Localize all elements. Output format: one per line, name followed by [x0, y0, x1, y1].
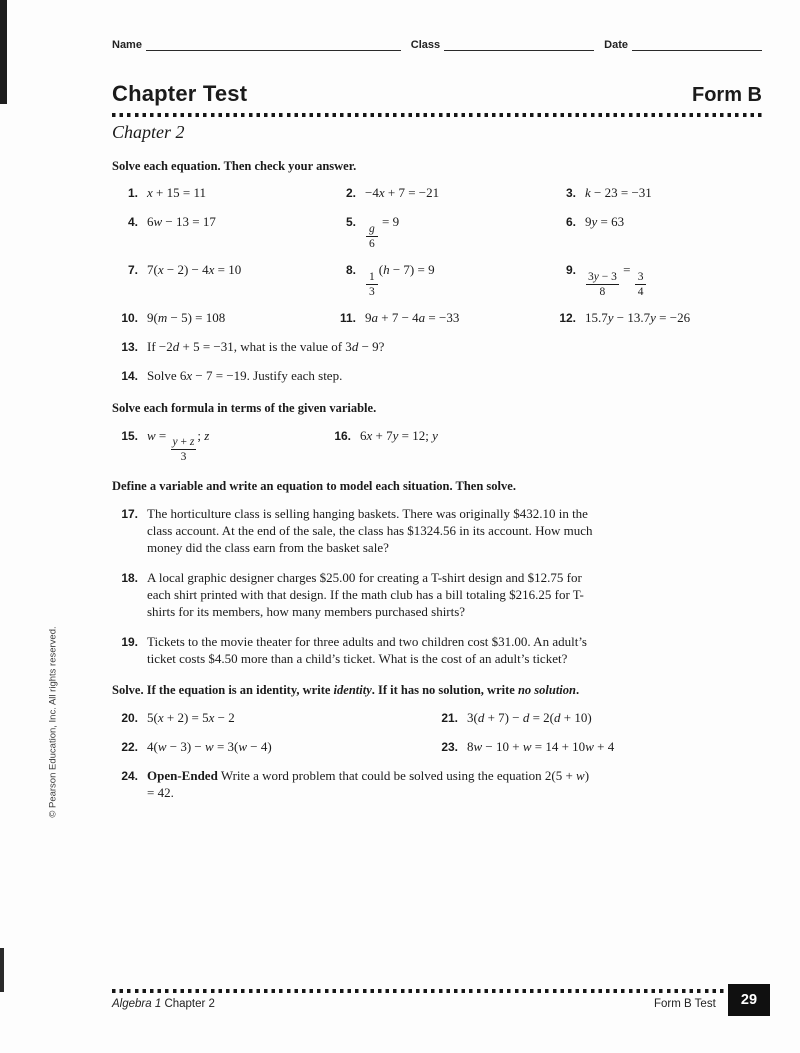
- problem-text: w = $\frac{y + z}{3}$ ; z: [147, 427, 210, 464]
- problem-13: [112, 339, 762, 356]
- problem-9: [550, 262, 762, 298]
- problem-18: [112, 570, 762, 621]
- footer-book-italic: Algebra 1: [112, 998, 162, 1010]
- section: [112, 682, 762, 801]
- problem-text: 15.7y − 13.7y = −26: [585, 310, 691, 326]
- problem-number: 10.: [121, 311, 138, 326]
- problem-number: 21.: [441, 711, 458, 726]
- problem-number: 3.: [565, 186, 576, 201]
- problem-text: $\frac{1}{3}$ (h − 7) = 9: [365, 262, 435, 298]
- problem-number: 1.: [127, 186, 138, 201]
- class-blank-line: [444, 37, 594, 51]
- problem-number: 7.: [127, 263, 138, 278]
- problem-17: [112, 506, 762, 557]
- footer-book-title: [112, 998, 215, 1010]
- problem-text: If −2d + 5 = −31, what is the value of 3d − 9?: [147, 338, 385, 354]
- problem-text: A local graphic designer charges $25.00 for creating a T-shirt design and $12.75 for each shirt printed with that design. If the math club has a bill totaling $216.25 for T-shirts for its members, how many members purchased shirts?: [147, 569, 584, 619]
- problem-row: [112, 214, 762, 250]
- problem-text: −4x + 7 = −21: [365, 185, 440, 201]
- problem-text: $\frac{3y - 3}{8}$ = $\frac{3}{4}$: [585, 262, 647, 298]
- name-blank-line: [146, 37, 401, 51]
- problem-text: Solve 6x − 7 = −19. Justify each step.: [147, 367, 343, 383]
- problem-text: 5(x + 2) = 5x − 2: [147, 710, 235, 726]
- problem-4: [112, 214, 330, 250]
- footer-form-test: Form B Test: [654, 998, 716, 1010]
- problem-text: 3(d + 7) − d = 2(d + 10): [467, 710, 592, 726]
- fraction: $\frac{3}{4}$: [635, 271, 647, 298]
- problem-number: 24.: [121, 769, 138, 784]
- problem-text: 9a + 7 − 4a = −33: [365, 310, 460, 326]
- problem-number: 22.: [121, 740, 138, 755]
- problem-text: 9(m − 5) = 108: [147, 310, 226, 326]
- problem-1: [112, 185, 330, 202]
- problem-text: x + 15 = 11: [147, 185, 206, 201]
- chapter-subtitle: Chapter 2: [112, 121, 185, 142]
- problem-text: 4(w − 3) − w = 3(w − 4): [147, 739, 272, 755]
- problem-number: 4.: [127, 215, 138, 230]
- problem-2: [330, 185, 550, 202]
- problem-text: The horticulture class is selling hanging baskets. There was originally $432.10 in the class account. At the end of the sale, the class has $1324.56 in its account. How much money did the class earn from the basket sale?: [147, 506, 593, 556]
- problem-24: [112, 768, 762, 802]
- section: [112, 400, 762, 464]
- problem-16: [325, 428, 762, 464]
- problem-row: [112, 739, 762, 756]
- fraction: $\frac{3y - 3}{8}$: [588, 270, 617, 298]
- problem-3: [550, 185, 762, 202]
- problem-text: $\frac{g}{6}$ = 9: [365, 214, 399, 250]
- problem-number: 9.: [565, 263, 576, 278]
- problem-row: [112, 339, 762, 356]
- problem-7: [112, 262, 330, 298]
- problem-row: [112, 570, 762, 621]
- copyright-vertical-text: © Pearson Education, Inc. All rights reserved.: [47, 626, 59, 818]
- problem-number: 14.: [121, 368, 138, 383]
- problem-11: [330, 310, 550, 327]
- problem-text: 9y = 63: [585, 214, 625, 230]
- problem-text: Tickets to the movie theater for three adults and two children cost $31.00. An adult’s ticket costs $4.50 more than a child’s ticket. What is the cost of an adult’s ticket?: [147, 633, 587, 666]
- page-number-badge: 29: [728, 984, 770, 1016]
- problem-21: [432, 710, 762, 727]
- problem-row: [112, 506, 762, 557]
- dotted-divider: [112, 113, 762, 117]
- name-label: Name: [112, 39, 142, 51]
- scan-edge-artifact-top: [0, 0, 7, 104]
- problem-6: [550, 214, 762, 250]
- date-label: Date: [604, 39, 628, 51]
- problem-number: 20.: [121, 711, 138, 726]
- section-heading: Solve each equation. Then check your answer.: [112, 158, 357, 173]
- problem-number: 12.: [559, 311, 576, 326]
- problem-row: [112, 428, 762, 464]
- problem-number: 2.: [345, 186, 356, 201]
- footer-dotted-divider: [112, 989, 724, 993]
- scan-edge-artifact-bottom: [0, 948, 4, 992]
- problem-number: 17.: [121, 507, 138, 522]
- problem-number: 11.: [339, 311, 356, 326]
- problem-text: 7(x − 2) − 4x = 10: [147, 262, 242, 278]
- problem-number: 5.: [345, 215, 356, 230]
- problem-12: [550, 310, 762, 327]
- problem-10: [112, 310, 330, 327]
- section-heading: Define a variable and write an equation to model each situation. Then solve.: [112, 479, 516, 494]
- fraction: $\frac{y + z}{3}$: [172, 436, 195, 464]
- problem-text: 6w − 13 = 17: [147, 214, 216, 230]
- fraction: $\frac{1}{3}$: [366, 271, 378, 298]
- problem-number: 23.: [441, 740, 458, 755]
- footer-book-chapter: Chapter 2: [164, 998, 215, 1010]
- problem-row: [112, 768, 762, 802]
- problem-row: [112, 310, 762, 327]
- problem-8: [330, 262, 550, 298]
- section: [112, 478, 762, 667]
- section-heading: Solve each formula in terms of the given variable.: [112, 400, 377, 415]
- date-blank-line: [632, 37, 762, 51]
- section-heading: Solve. If the equation is an identity, write identity. If it has no solution, write no solution.: [112, 683, 580, 698]
- class-label: Class: [410, 39, 441, 51]
- problem-number: 16.: [334, 428, 351, 443]
- worksheet-page: [112, 0, 762, 814]
- problem-number: 19.: [121, 634, 138, 649]
- fraction: $\frac{g}{6}$: [366, 223, 378, 250]
- problem-23: [432, 739, 762, 756]
- problem-row: [112, 185, 762, 202]
- problem-row: [112, 368, 762, 385]
- problem-number: 6.: [565, 215, 576, 230]
- problem-5: [330, 214, 550, 250]
- problem-row: [112, 634, 762, 668]
- problem-number: 18.: [121, 570, 138, 585]
- problem-20: [112, 710, 432, 727]
- problem-number: 15.: [121, 428, 138, 443]
- page-title: Chapter Test: [112, 81, 248, 106]
- problem-22: [112, 739, 432, 756]
- problem-15: [112, 428, 325, 464]
- sections: [112, 158, 762, 802]
- page-footer: [112, 984, 772, 1024]
- problem-14: [112, 368, 762, 385]
- name-class-date-row: [112, 37, 762, 51]
- section: [112, 158, 762, 385]
- problem-row: [112, 262, 762, 298]
- problem-text: 6x + 7y = 12; y: [360, 427, 438, 443]
- problem-row: [112, 710, 762, 727]
- problem-text: Open-Ended Write a word problem that could be solved using the equation 2(5 + w) = 42.: [147, 768, 590, 800]
- problem-number: 8.: [345, 263, 356, 278]
- title-row: [112, 81, 762, 107]
- form-label: Form B: [692, 84, 762, 106]
- problem-number: 13.: [121, 339, 138, 354]
- problem-text: 8w − 10 + w = 14 + 10w + 4: [467, 739, 615, 755]
- problem-text: k − 23 = −31: [585, 185, 652, 201]
- problem-19: [112, 634, 762, 668]
